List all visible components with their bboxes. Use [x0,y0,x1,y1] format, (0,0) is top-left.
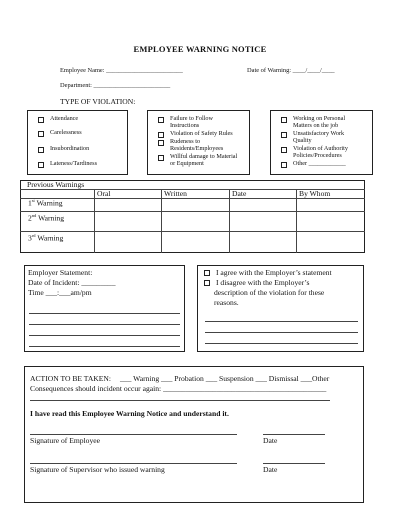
action-section [24,366,364,503]
previous-warnings-heading: Previous Warnings [27,180,85,189]
signature-supervisor-label: Signature of Supervisor who issued warning [30,465,165,474]
column-written: Written [164,189,187,198]
disagree-text-2: description of the violation for these [214,288,325,297]
column-oral: Oral [97,189,111,198]
checkbox-icon[interactable] [158,132,164,138]
column-date: Date [232,189,247,198]
employee-name-field[interactable]: Employee Name: ________________________ [60,67,183,74]
form-title: EMPLOYEE WARNING NOTICE [133,44,267,54]
violation-box-3: Working on Personal Matters on the job Unsatisfactory Work Quality Violation of Authority Policies/Procedures Other ____________ [270,110,373,175]
checkbox-icon[interactable] [158,117,164,123]
checkbox-icon[interactable] [204,280,210,286]
action-options[interactable]: ___ Warning ___ Probation ___ Suspension ___ Dismissal ___Other [120,374,330,383]
violation-heading: TYPE OF VIOLATION: [60,97,136,106]
checkbox-icon[interactable] [38,131,44,137]
checkbox-icon[interactable] [158,140,164,146]
signature-employee-label: Signature of Employee [30,436,101,445]
checkbox-icon[interactable] [281,147,287,153]
time-field[interactable]: Time ___:___am/pm [28,288,92,297]
violation-box-2: Failure to Follow Instructions Violation of Safety Rules Rudeness to Residents/Employees Willful damage to Material or Equipment [147,110,250,175]
warning-row-3-label: 3rd Warning [28,233,64,243]
employer-statement-label: Employer Statement: [28,268,93,277]
checkbox-icon[interactable] [38,117,44,123]
consequences-field[interactable]: Consequences should incident occur again: ___________________________________________ [30,384,327,393]
date-of-incident-field[interactable]: Date of Incident: _________ [28,278,116,287]
column-by-whom: By Whom [299,189,331,198]
checkbox-icon[interactable] [281,117,287,123]
date-of-warning-field[interactable]: Date of Warning: ____/____/____ [247,67,335,74]
signature-supervisor-date-label: Date [263,465,278,474]
action-label: ACTION TO BE TAKEN: [30,374,112,383]
warning-row-2-label: 2nd Warning [28,213,65,223]
department-field[interactable]: Department: ________________________ [60,82,171,89]
signature-employee-date-label: Date [263,436,278,445]
employer-statement-box [24,265,185,352]
agree-option[interactable]: I agree with the Employer’s statement [204,268,332,277]
checkbox-icon[interactable] [158,155,164,161]
disagree-option[interactable]: I disagree with the Employer’s [204,278,310,287]
checkbox-icon[interactable] [204,270,210,276]
warning-row-1-label: 1st Warning [28,198,63,208]
violation-box-1: Attendance Carelessness Insubordination Lateness/Tardiness [27,110,128,175]
acknowledgement-text: I have read this Employee Warning Notice and understand it. [30,409,229,418]
checkbox-icon[interactable] [281,132,287,138]
disagree-text-3: reasons. [214,298,239,307]
employee-response-box [197,265,364,352]
checkbox-icon[interactable] [38,147,44,153]
checkbox-icon[interactable] [281,162,287,168]
checkbox-icon[interactable] [38,162,44,168]
